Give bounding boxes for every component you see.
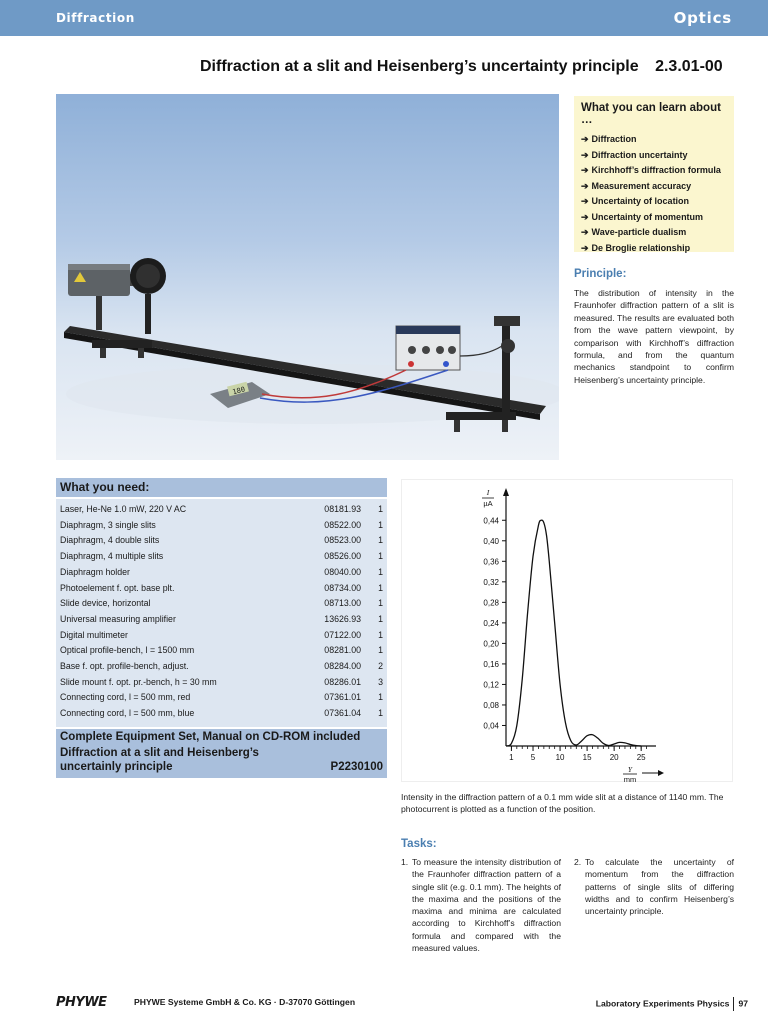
complete-set-box — [56, 729, 387, 778]
arrow-icon: ➔ — [581, 211, 589, 222]
item-name: Slide device, horizontal — [60, 598, 151, 609]
order-code: 13626.93 — [324, 613, 361, 624]
item-name: Diaphragm holder — [60, 566, 130, 577]
quantity: 1 — [378, 566, 383, 577]
table-row — [56, 501, 387, 517]
footer-series — [596, 997, 748, 1011]
y-tick-label: 0,12 — [483, 680, 499, 690]
quantity: 3 — [378, 676, 383, 687]
learn-item: ➔ Kirchhoff’s diffraction formula — [581, 165, 721, 175]
y-tick-label: 0,44 — [483, 516, 499, 526]
order-code: 08526.00 — [324, 551, 361, 562]
y-tick-label: 0,40 — [483, 536, 499, 546]
chart-svg — [402, 480, 734, 783]
table-row — [56, 564, 387, 580]
item-name: Digital multimeter — [60, 629, 128, 640]
table-row — [56, 642, 387, 658]
item-name: Connecting cord, l = 500 mm, red — [60, 692, 191, 703]
arrow-icon: ➔ — [581, 165, 589, 175]
order-code: 08713.00 — [324, 598, 361, 609]
order-number: P2230100 — [330, 761, 383, 773]
item-name: Diaphragm, 4 double slits — [60, 535, 160, 546]
item-name: Laser, He-Ne 1.0 mW, 220 V AC — [60, 504, 187, 514]
principle-title: Principle: — [574, 268, 627, 280]
y-tick-label: 0,36 — [483, 557, 499, 567]
task-text: To calculate the uncertainty of momentum from the diffraction patterns of single slits of differing widths and to confirm Heisenberg’s uncertainty principle. — [585, 857, 734, 917]
table-row — [56, 532, 387, 548]
quantity: 1 — [378, 613, 383, 624]
learn-item: ➔ Diffraction — [581, 134, 637, 144]
subject-label: Optics — [673, 9, 732, 27]
need-title: What you need: — [56, 478, 387, 497]
task-item — [401, 856, 561, 954]
quantity: 2 — [378, 661, 383, 671]
x-tick-label: 10 — [555, 753, 565, 762]
learn-item: ➔ Diffraction uncertainty — [581, 149, 688, 160]
quantity: 1 — [378, 519, 383, 530]
x-tick-label: 15 — [582, 753, 592, 762]
y-axis-arrow — [503, 488, 509, 496]
apparatus-illustration — [56, 94, 559, 460]
x-tick-label: 5 — [530, 753, 536, 762]
table-row — [56, 627, 387, 643]
meter-display: 180 — [231, 385, 246, 397]
table-row — [56, 580, 387, 596]
x-tick-label: 1 — [509, 753, 514, 762]
order-code: 08181.93 — [324, 504, 361, 514]
quantity: 1 — [378, 708, 383, 719]
task-number: 1. — [401, 857, 409, 867]
quantity: 1 — [378, 645, 383, 656]
quantity: 1 — [378, 535, 383, 546]
learn-item: ➔ Measurement accuracy — [581, 180, 692, 191]
order-code: 08286.01 — [324, 676, 361, 687]
task-item — [574, 856, 734, 917]
y-tick-label: 0,24 — [483, 618, 499, 628]
page-title — [200, 58, 740, 76]
table-row — [56, 689, 387, 705]
title-text: Diffraction at a slit and Heisenberg’s uncertainty principle — [200, 58, 639, 75]
learn-item: ➔ Uncertainty of location — [581, 196, 690, 206]
apparatus-photo — [56, 94, 559, 460]
tasks-title: Tasks: — [401, 838, 437, 850]
order-code: 07122.00 — [324, 629, 361, 640]
footer-divider — [733, 997, 734, 1011]
table-row — [56, 705, 387, 721]
section-label: Diffraction — [56, 11, 135, 25]
x-axis-label-num: Y — [627, 765, 633, 774]
y-tick-label: 0,08 — [483, 700, 499, 710]
task-text: To measure the intensity distribution of the Fraunhofer diffraction pattern of a single slit (e.g. 0.1 mm). The heights of the maxima and the positions of the maxima and minima are calculated according to Kirchhoff’s diffraction formula and compared with the measured values. — [412, 857, 561, 954]
series-name: Laboratory Experiments Physics — [595, 998, 730, 1009]
arrow-icon: ➔ — [581, 196, 589, 206]
item-name: Base f. opt. profile-bench, adjust. — [60, 661, 189, 671]
learn-title: What you can learn about … — [581, 102, 721, 126]
item-name: Diaphragm, 4 multiple slits — [60, 551, 164, 562]
table-row — [56, 611, 387, 627]
y-tick-label: 0,16 — [483, 659, 499, 669]
item-name: Slide mount f. opt. pr.-bench, h = 30 mm — [60, 676, 217, 687]
quantity: 1 — [378, 582, 383, 593]
complete-set-title: Diffraction at a slit and Heisenberg’s — [60, 747, 259, 759]
order-code: 08040.00 — [324, 566, 361, 577]
arrow-icon: ➔ — [581, 134, 589, 144]
learn-item: ➔ Uncertainty of momentum — [581, 211, 704, 222]
table-row — [56, 674, 387, 690]
quantity: 1 — [378, 598, 383, 609]
header-bar — [0, 0, 768, 36]
table-row — [56, 595, 387, 611]
learn-box — [574, 96, 734, 252]
diffraction-chart — [401, 479, 733, 782]
y-tick-label: 0,20 — [483, 639, 499, 649]
phywe-logo: PHYWE — [56, 995, 107, 1010]
order-code: 07361.04 — [324, 708, 361, 719]
quantity: 1 — [378, 629, 383, 640]
quantity: 1 — [378, 504, 383, 514]
learn-item: ➔ De Broglie relationship — [581, 242, 691, 253]
arrow-icon: ➔ — [581, 227, 589, 237]
footer-company: PHYWE Systeme GmbH & Co. KG · D-37070 Göttingen — [134, 997, 356, 1007]
table-row — [56, 548, 387, 564]
order-code: 08734.00 — [324, 582, 361, 593]
y-axis-label-num: I — [486, 488, 490, 497]
order-code: 08523.00 — [324, 535, 361, 546]
item-name: Universal measuring amplifier — [60, 613, 176, 624]
order-code: 08281.00 — [324, 645, 361, 656]
item-name: Diaphragm, 3 single slits — [60, 519, 156, 530]
complete-set-title-cont: uncertainly principle — [60, 761, 173, 773]
chart-caption: Intensity in the diffraction pattern of a 0.1 mm wide slit at a distance of 1140 mm. The photocurrent is plotted as a function of the position. — [401, 792, 724, 815]
y-tick-label: 0,32 — [483, 577, 499, 587]
intensity-curve — [506, 520, 641, 746]
order-code: 08522.00 — [324, 519, 361, 530]
x-axis-label-den: mm — [623, 775, 637, 783]
quantity: 1 — [378, 692, 383, 703]
arrow-icon: ➔ — [581, 149, 589, 160]
table-row — [56, 658, 387, 674]
x-tick-label: 20 — [609, 753, 619, 762]
principle-text: The distribution of intensity in the Fraunhofer diffraction pattern of a slit is measured. The results are evaluated both from the wave pattern viewpoint, by comparison with Kirchhoff’s diffraction formula, and from the quantum mechanics standpoint to confirm Heisenberg’s uncertainty principle. — [574, 288, 734, 385]
y-axis-label-den: µA — [483, 499, 493, 508]
experiment-number: 2.3.01-00 — [655, 58, 723, 75]
item-name: Photoelement f. opt. base plt. — [60, 582, 175, 593]
equipment-table — [56, 499, 387, 727]
complete-set-line: Complete Equipment Set, Manual on CD-ROM included — [60, 731, 361, 743]
x-tick-label: 25 — [636, 753, 646, 762]
y-tick-label: 0,04 — [483, 721, 499, 731]
page-number: 97 — [738, 998, 748, 1009]
arrow-icon: ➔ — [581, 180, 589, 191]
order-code: 08284.00 — [324, 661, 361, 671]
arrow-icon: ➔ — [581, 242, 589, 253]
task-number: 2. — [574, 857, 582, 867]
x-direction-arrow-icon — [658, 770, 664, 776]
learn-item: ➔ Wave-particle dualism — [581, 227, 687, 237]
table-row — [56, 517, 387, 533]
item-name: Connecting cord, l = 500 mm, blue — [60, 708, 195, 719]
y-tick-label: 0,28 — [483, 598, 499, 608]
item-name: Optical profile-bench, l = 1500 mm — [60, 645, 195, 656]
quantity: 1 — [378, 551, 383, 562]
order-code: 07361.01 — [324, 692, 361, 703]
